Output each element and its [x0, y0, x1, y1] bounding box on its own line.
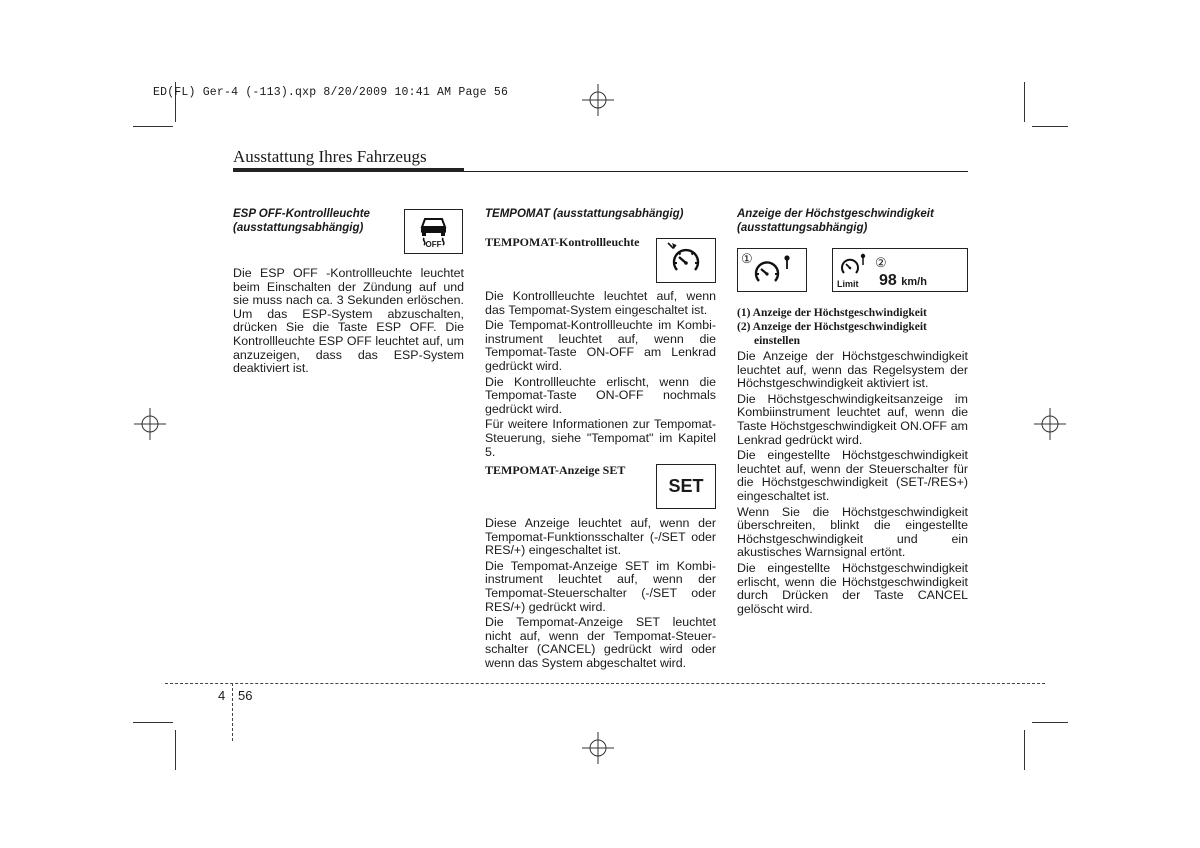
- paragraph: Die Tempomat-Anzeige SET leuchtet nicht auf, wenn der Tempomat-Steuer-schalter (CANCEL) gedrückt wird oder wenn das System abgeschaltet wird.: [485, 615, 716, 670]
- set-indicator-label: SET: [668, 476, 704, 496]
- esp-off-body: Die ESP OFF -Kontrollleuchte leuchtet beim Einschalten der Zündung auf und sie muss nach ca. 3 Sekunden erlöschen. Um das ESP-System abzuschalten, drücken Sie die Taste ESP OFF. Die Kontrollleuchte ESP OFF leuchtet auf, um anzuzeigen, dass das ESP-System deaktiviert ist.: [233, 266, 464, 376]
- paragraph: Die Tempomat-Kontrollleuchte im Kombi-instrument leuchtet auf, wenn die Tempomat-Taste ON-OFF am Lenkrad gedrückt wird.: [485, 318, 716, 373]
- speed-limiter-icon: [738, 249, 806, 291]
- legend-item-2: (2) Anzeige der Höchstgeschwindigkeit: [737, 321, 927, 333]
- speed-limiter-small-icon: [835, 251, 875, 279]
- paragraph: Die Tempomat-Anzeige SET im Kombi-instrument leuchtet auf, wenn der Tempomat-Steuerschalter (-/SET oder RES/+) gedrückt wird.: [485, 558, 716, 614]
- tempomat-indicator-icon-box: [656, 238, 716, 283]
- chapter-number: 4: [218, 688, 226, 703]
- paragraph: Die Kontrollleuchte erlischt, wenn die Tempomat-Taste ON-OFF nochmals gedrückt wird.: [485, 374, 716, 416]
- tempomat-heading: TEMPOMAT (ausstattungsabhängig): [485, 208, 684, 220]
- crop-mark: [1024, 730, 1025, 770]
- esp-off-icon-box: [404, 209, 463, 254]
- crop-mark: [175, 730, 176, 770]
- footer-divider: [232, 683, 233, 741]
- speed-limit-body: [737, 350, 968, 618]
- paragraph: Wenn Sie die Höchstgeschwindigkeit überschreiten, blinkt die eingestellte Höchstgeschwindigkeit und ein akustisches Warnsignal ertönt.: [737, 504, 968, 560]
- paragraph: Die Anzeige der Höchstgeschwindigkeit leuchtet auf, wenn das Regelsystem der Höchstgeschwindigkeit aktiviert ist.: [737, 349, 968, 391]
- speed-unit: km/h: [901, 276, 927, 288]
- crop-mark: [1032, 126, 1068, 127]
- cruise-control-speedometer-icon: [657, 239, 715, 282]
- paragraph: Diese Anzeige leuchtet auf, wenn der Tempomat-Funktionsschalter (-/SET oder RES/+) eingeschaltet ist.: [485, 516, 716, 558]
- paragraph: Die eingestellte Höchstgeschwindigkeit leuchtet auf, wenn der Steuerschalter für die Höchstgeschwindigkeit (SET-/RES+) eingeschaltet ist.: [737, 448, 968, 503]
- speed-limit-legend: [737, 306, 977, 348]
- callout-marker-2: ②: [875, 255, 887, 270]
- tempomat-set-icon-box: [656, 464, 716, 509]
- speed-readout: [879, 272, 927, 290]
- paragraph: Die Kontrollleuchte leuchtet auf, wenn das Tempomat-System eingeschaltet ist.: [485, 289, 716, 317]
- paragraph: Für weitere Informationen zur Tempomat-Steuerung, siehe "Tempomat" im Kapitel 5.: [485, 417, 716, 459]
- legend-item-1: (1) Anzeige der Höchstgeschwindigkeit: [737, 307, 927, 319]
- section-title: Ausstattung Ihres Fahrzeugs: [233, 147, 427, 166]
- limit-label: Limit: [837, 279, 859, 289]
- speed-limit-heading: Anzeige der Höchstgeschwindigkeit (ausstattungsabhängig): [737, 208, 934, 234]
- crop-mark: [133, 722, 173, 723]
- esp-off-icon-label: OFF: [425, 240, 442, 249]
- print-slug: ED(FL) Ger-4 (-113).qxp 8/20/2009 10:41 AM Page 56: [153, 86, 509, 99]
- tempomat-set-body: [485, 517, 716, 673]
- registration-mark-icon: [578, 82, 618, 118]
- speed-value: 98: [879, 272, 897, 289]
- legend-item-2-cont: einstellen: [754, 335, 800, 347]
- registration-mark-icon: [130, 406, 170, 442]
- tempomat-indicator-body: [485, 290, 716, 461]
- speed-limit-icon-box-1: [737, 248, 807, 292]
- speed-limit-icon-box-2: [832, 248, 968, 292]
- registration-mark-icon: [1030, 406, 1070, 442]
- crop-mark: [133, 126, 173, 127]
- header-rule-thick: [233, 168, 464, 172]
- crop-mark: [1032, 722, 1068, 723]
- callout-marker-1: ①: [741, 251, 753, 266]
- tempomat-set-subheading: TEMPOMAT-Anzeige SET: [485, 463, 626, 477]
- crop-mark: [1024, 82, 1025, 122]
- footer-rule: [165, 683, 1045, 684]
- paragraph: Die eingestellte Höchstgeschwindigkeit erlischt, wenn die Höchstgeschwindigkeit durch Drücken der Taste CANCEL gelöscht wird.: [737, 560, 968, 616]
- registration-mark-icon: [578, 730, 618, 766]
- tempomat-indicator-subheading: TEMPOMAT-Kontrollleuchte: [485, 235, 640, 249]
- page-number: 56: [238, 688, 253, 703]
- esp-off-heading: ESP OFF-Kontrollleuchte (ausstattungsabhängig): [233, 208, 370, 234]
- paragraph: Die Höchstgeschwindigkeitsanzeige im Kombiinstrument leuchtet auf, wenn die Taste Höchstgeschwindigkeit ON.OFF am Lenkrad gedrückt wird.: [737, 391, 968, 447]
